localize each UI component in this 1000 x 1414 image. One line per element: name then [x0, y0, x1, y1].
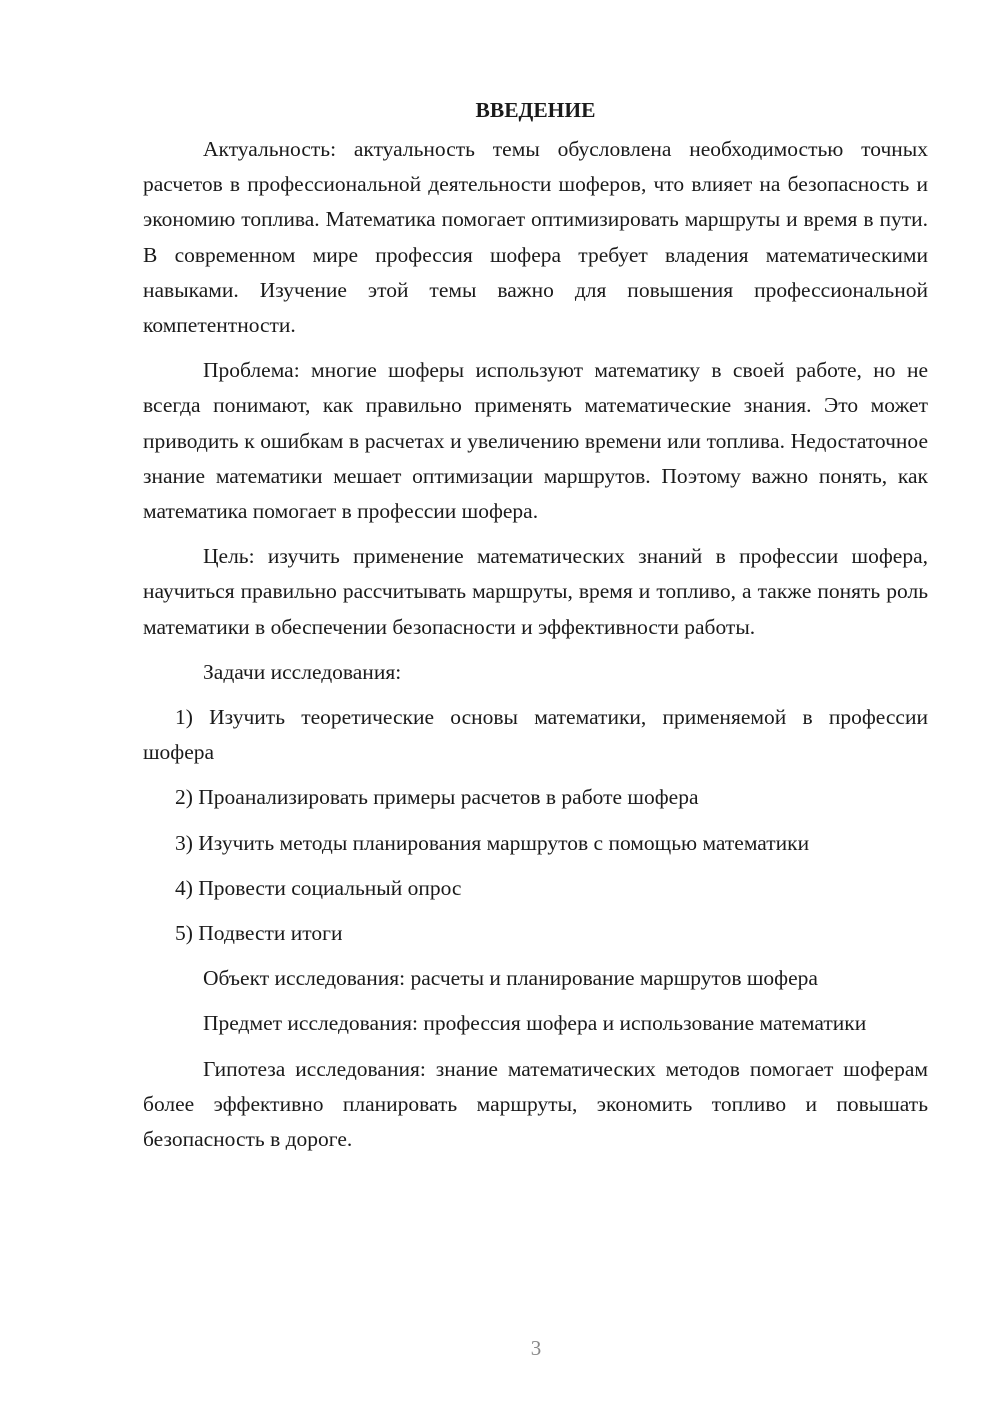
- subject-paragraph: Предмет исследования: профессия шофера и использование математики: [203, 1011, 867, 1036]
- task-item-3: 3) Изучить методы планирования маршрутов с помощью математики: [175, 830, 810, 855]
- task-list: [143, 700, 928, 951]
- goal-paragraph: Цель: изучить применение математических знаний в профессии шофера, научиться правильно рассчитывать маршруты, время и топливо, а также понять роль математики в обеспечении безопасности и эффективности работы.: [143, 544, 928, 639]
- section-title: ВВЕДЕНИЕ: [475, 98, 596, 122]
- tasks-heading: Задачи исследования:: [203, 659, 402, 684]
- page-number: 3: [530, 1336, 542, 1360]
- task-item-1: 1) Изучить теоретические основы математики, применяемой в профессии шофера: [143, 705, 928, 765]
- hypothesis-paragraph: Гипотеза исследования: знание математических методов помогает шоферам более эффективно планировать маршруты, экономить топливо и повышать безопасность в дороге.: [143, 1056, 928, 1152]
- task-item-4: 4) Провести социальный опрос: [175, 875, 462, 900]
- relevance-paragraph: Актуальность: актуальность темы обусловлена необходимостью точных расчетов в профессиональной деятельности шоферов, что влияет на безопасность и экономию топлива. Математика помогает оптимизировать маршруты и время в пути. В современном мире профессия шофера требует владения математическими навыками. Изучение этой темы важно для повышения профессиональной компетентности.: [143, 137, 928, 338]
- page-content: [143, 92, 928, 1157]
- task-item-2: 2) Проанализировать примеры расчетов в работе шофера: [175, 785, 699, 810]
- object-paragraph: Объект исследования: расчеты и планирование маршрутов шофера: [203, 966, 818, 991]
- problem-paragraph: Проблема: многие шоферы используют математику в своей работе, но не всегда понимают, как правильно применять математические знания. Это может приводить к ошибкам в расчетах и увеличению времени или топлива. Недостаточное знание математики мешает оптимизации маршрутов. Поэтому важно понять, как математика помогает в профессии шофера.: [143, 358, 928, 524]
- task-item-5: 5) Подвести итоги: [175, 921, 343, 946]
